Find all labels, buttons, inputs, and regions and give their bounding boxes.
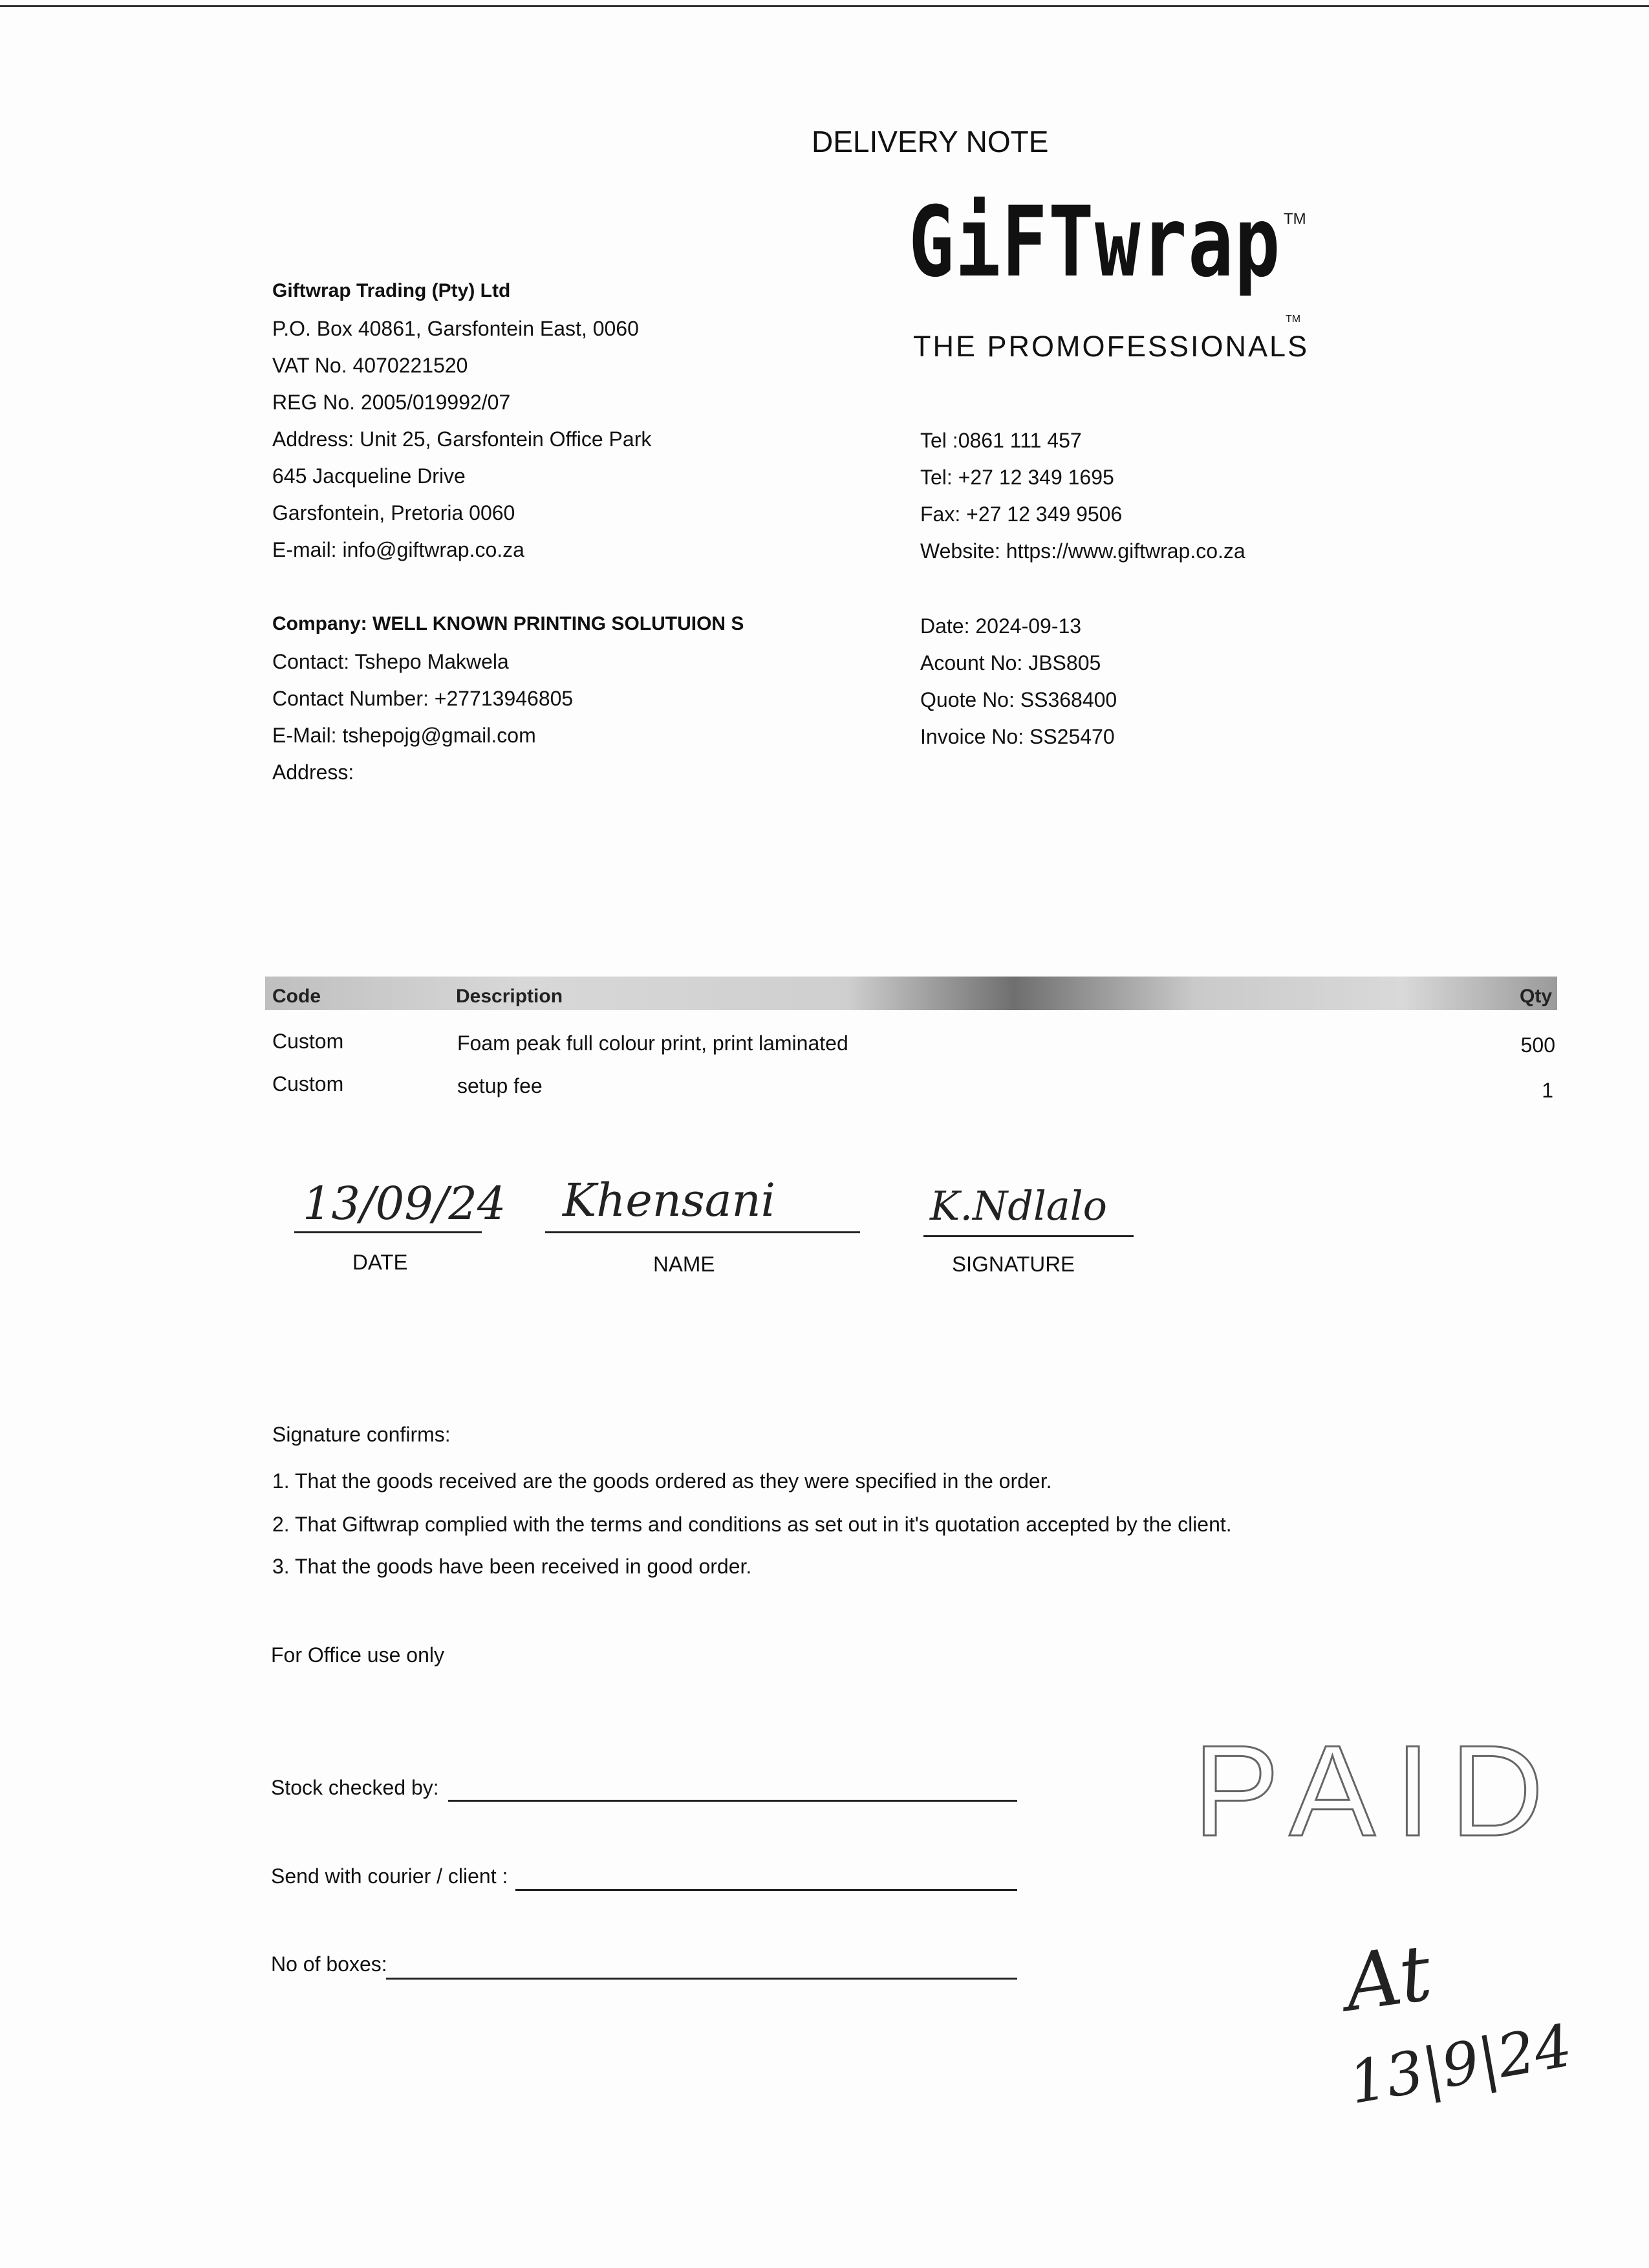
- logo-trademark: TM: [1284, 210, 1306, 228]
- column-header-code: Code: [272, 986, 321, 1007]
- customer-line: Contact Number: +27713946805: [272, 687, 574, 710]
- supplier-line: 645 Jacqueline Drive: [272, 464, 466, 488]
- company-logo: GiFTwrap: [909, 186, 1282, 299]
- confirms-heading: Signature confirms:: [272, 1423, 451, 1446]
- row-description: setup fee: [457, 1074, 543, 1097]
- signature-underline: [923, 1235, 1134, 1237]
- supplier-line: VAT No. 4070221520: [272, 354, 468, 377]
- stamp-date: 13|9|24: [1344, 2011, 1577, 2118]
- customer-line: Address:: [272, 761, 354, 784]
- handwritten-name: Khensani: [563, 1174, 776, 1227]
- no-boxes-line: [386, 1978, 1017, 1980]
- supplier-name: Giftwrap Trading (Pty) Ltd: [272, 280, 511, 301]
- contact-line: Tel: +27 12 349 1695: [920, 466, 1114, 489]
- website-line: Website: https://www.giftwrap.co.za: [920, 539, 1245, 563]
- date-underline: [294, 1231, 482, 1233]
- office-heading: For Office use only: [271, 1643, 444, 1667]
- confirm-item: 2. That Giftwrap complied with the terms and conditions as set out in it's quotation accepted by the client.: [272, 1513, 1232, 1536]
- date-label: DATE: [352, 1250, 408, 1274]
- signature-label: SIGNATURE: [952, 1252, 1075, 1276]
- account-no: Acount No: JBS805: [920, 651, 1101, 675]
- handwritten-date: 13/09/24: [303, 1177, 506, 1230]
- supplier-line: Garsfontein, Pretoria 0060: [272, 501, 515, 524]
- document-title: DELIVERY NOTE: [812, 125, 1049, 158]
- name-label: NAME: [653, 1252, 715, 1276]
- name-underline: [545, 1231, 860, 1233]
- contact-line: Tel :0861 111 457: [920, 429, 1082, 452]
- no-boxes-label: No of boxes:: [271, 1952, 387, 1976]
- customer-line: E-Mail: tshepojg@gmail.com: [272, 724, 536, 747]
- stock-checked-label: Stock checked by:: [271, 1776, 439, 1799]
- row-qty: 1: [1542, 1079, 1553, 1102]
- doc-date: Date: 2024-09-13: [920, 614, 1082, 638]
- row-qty: 500: [1520, 1033, 1555, 1057]
- page-top-border: [0, 5, 1649, 7]
- row-description: Foam peak full colour print, print laminated: [457, 1031, 848, 1055]
- column-header-qty: Qty: [1520, 986, 1553, 1007]
- row-code: Custom: [272, 1030, 344, 1053]
- logo-tagline: THE PROMOFESSIONALS: [913, 330, 1310, 363]
- supplier-line: Address: Unit 25, Garsfontein Office Park: [272, 427, 652, 451]
- column-header-description: Description: [456, 986, 563, 1007]
- send-with-line: [515, 1889, 1017, 1891]
- confirm-item: 1. That the goods received are the goods ordered as they were specified in the order.: [272, 1469, 1052, 1493]
- customer-company: Company: WELL KNOWN PRINTING SOLUTUION S: [272, 613, 744, 634]
- stamp-initials: At: [1339, 1928, 1437, 2029]
- send-with-label: Send with courier / client :: [271, 1864, 508, 1888]
- contact-line: Fax: +27 12 349 9506: [920, 502, 1123, 526]
- supplier-line: P.O. Box 40861, Garsfontein East, 0060: [272, 317, 639, 340]
- row-code: Custom: [272, 1072, 344, 1096]
- paid-stamp: PAID: [1193, 1719, 1563, 1863]
- confirm-item: 3. That the goods have been received in good order.: [272, 1555, 752, 1578]
- supplier-email: E-mail: info@giftwrap.co.za: [272, 538, 524, 561]
- invoice-no: Invoice No: SS25470: [920, 725, 1115, 748]
- stock-checked-line: [448, 1800, 1017, 1802]
- tagline-trademark: TM: [1286, 314, 1301, 325]
- customer-line: Contact: Tshepo Makwela: [272, 650, 509, 673]
- quote-no: Quote No: SS368400: [920, 688, 1117, 711]
- handwritten-signature: K.Ndlalo: [930, 1182, 1107, 1229]
- supplier-line: REG No. 2005/019992/07: [272, 391, 511, 414]
